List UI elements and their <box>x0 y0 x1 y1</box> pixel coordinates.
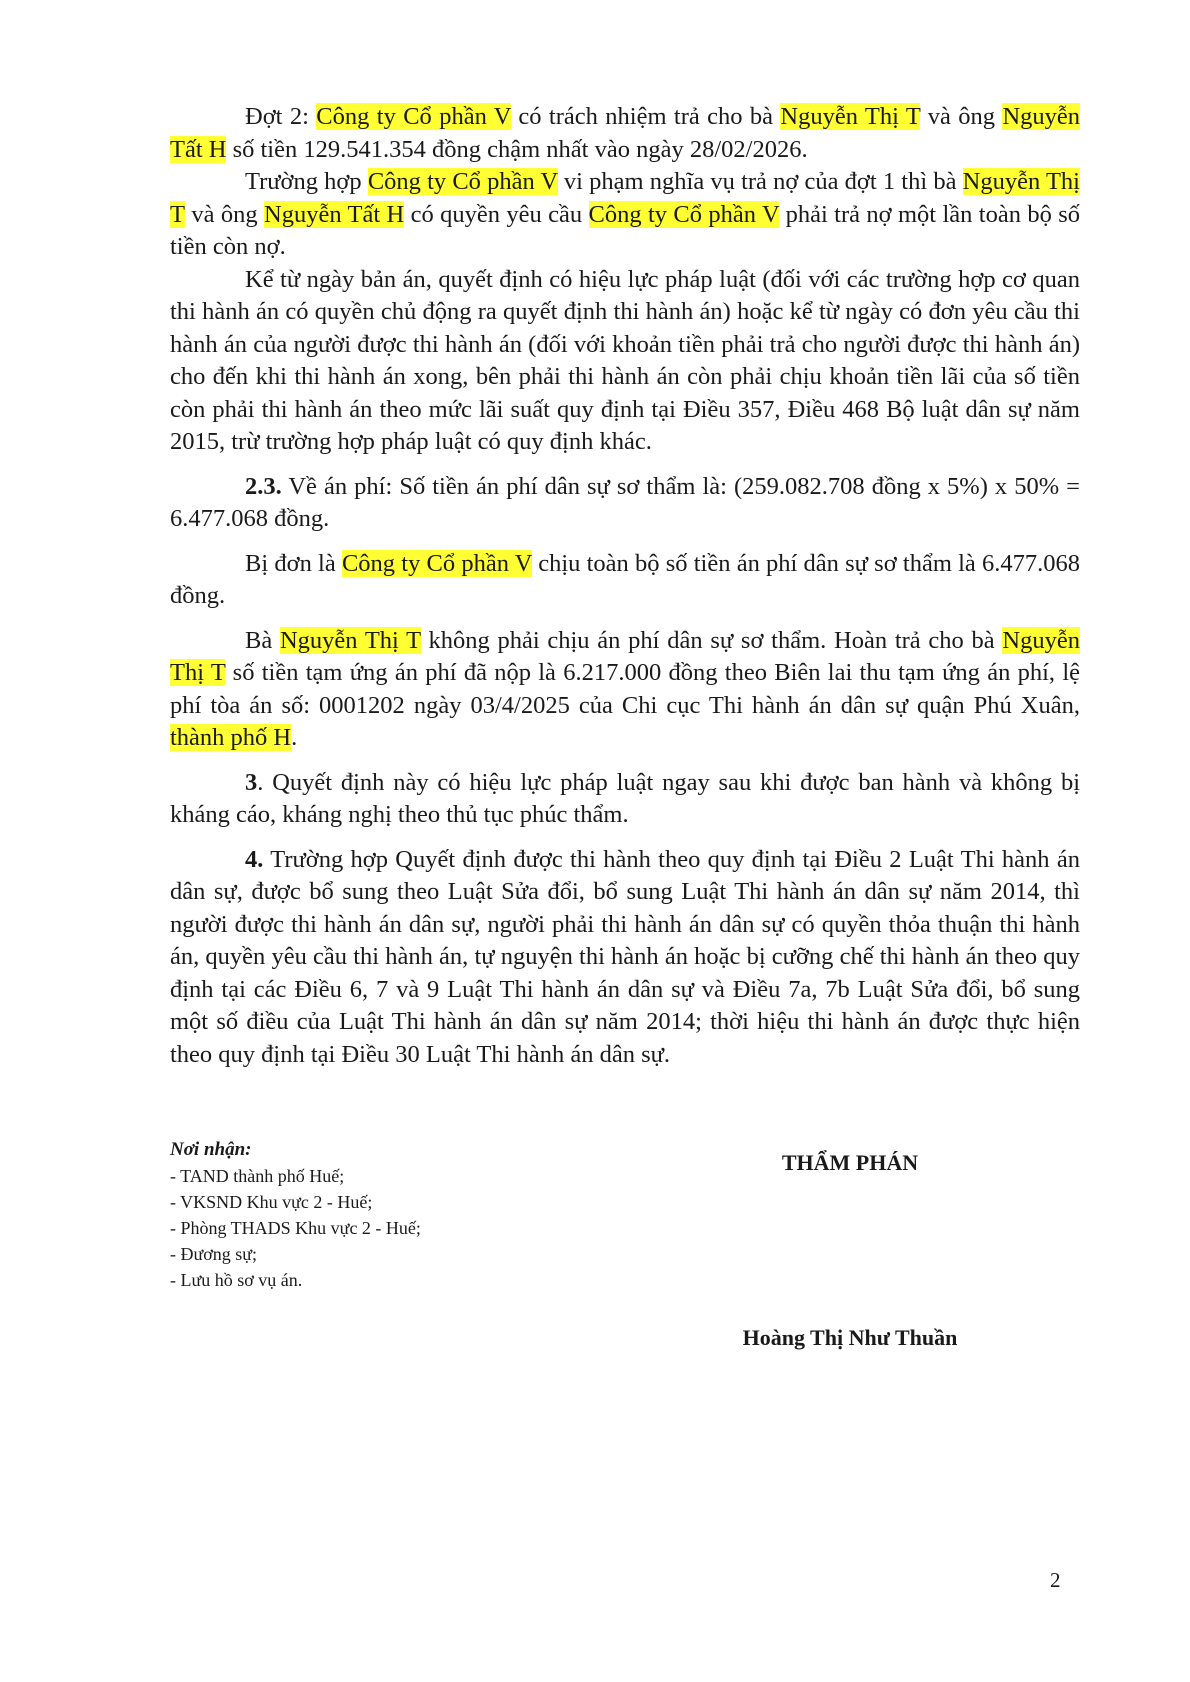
paragraph-text: Kể từ ngày bản án, quyết định có hiệu lực pháp luật (đối với các trường hợp cơ quan thi hành án có quyền chủ động ra quyết định thi hành án) hoặc kể từ ngày có đơn yêu cầu thi hành án của người được thi hành án (đối với khoản tiền phải trả cho người được thi hành án) cho đến khi thi hành án xong, bên phải thi hành án còn phải chịu khoản tiền lãi của số tiền còn phải thi hành án theo mức lãi suất quy định tại Điều 357, Điều 468 Bộ luật dân sự năm 2015, trừ trường hợp pháp luật có quy định khác. <box>170 265 1080 455</box>
highlighted-text: Nguyễn Thị T <box>279 626 421 654</box>
paragraph-text: Về án phí: Số tiền án phí dân sự sơ thẩm là: (259.082.708 đồng x 5%) x 50% = 6.477.068 đồng. <box>170 472 1080 532</box>
recipient-item: - Đương sự; <box>170 1244 258 1264</box>
highlighted-text: Nguyễn Thị T <box>170 626 1080 686</box>
section-number: 4. <box>245 845 264 873</box>
paragraph-text: . Quyết định này có hiệu lực pháp luật ngay sau khi được ban hành và không bị kháng cáo, kháng nghị theo thủ tục phúc thẩm. <box>170 768 1080 828</box>
highlighted-text: Công ty Cổ phần V <box>316 103 512 130</box>
paragraph-text: số tiền 129.541.354 đồng chậm nhất vào ngày 28/02/2026. <box>226 135 808 163</box>
paragraph-text: số tiền tạm ứng án phí đã nộp là 6.217.000 đồng theo Biên lai thu tạm ứng án phí, lệ phí tòa án số: 0001202 ngày 03/4/2025 của Chi cục Thi hành án dân sự quận Phú Xuân, <box>170 659 1080 719</box>
paragraph <box>170 548 1080 613</box>
highlighted-text: Nguyễn Tất H <box>170 103 1081 163</box>
paragraph-text: . <box>291 724 298 751</box>
paragraph-text: Bị đơn là <box>245 549 342 577</box>
paragraph-text: Trường hợp Quyết định được thi hành theo quy định tại Điều 2 Luật Thi hành án dân sự, được bổ sung theo Luật Sửa đổi, bổ sung Luật Thi hành án dân sự năm 2014, thì người được thi hành án dân sự, người phải thi hành án dân sự có quyền thỏa thuận thi hành án, quyền yêu cầu thi hành án, tự nguyện thi hành án hoặc bị cưỡng chế thi hành án theo quy định tại các Điều 6, 7 và 9 Luật Thi hành án dân sự và Điều 7a, 7b Luật Sửa đổi, bổ sung một số điều của Luật Thi hành án dân sự năm 2014; thời hiệu thi hành án được thực hiện theo quy định tại Điều 30 Luật Thi hành án dân sự. <box>170 845 1080 1068</box>
paragraph-text: có quyền yêu cầu <box>404 200 589 228</box>
paragraph <box>170 625 1080 755</box>
highlighted-text: Nguyễn Thị T <box>780 103 921 130</box>
paragraph <box>170 471 1080 536</box>
paragraph-text: và ông <box>184 200 264 228</box>
paragraph-text: Trường hợp <box>245 168 368 195</box>
judge-title: THẨM PHÁN <box>781 1150 919 1175</box>
highlighted-text: Nguyễn Tất H <box>264 200 405 228</box>
page-number: 2 <box>1050 1568 1061 1592</box>
recipient-item: - Lưu hồ sơ vụ án. <box>170 1270 303 1290</box>
paragraph <box>170 844 1080 1072</box>
recipient-item: - Phòng THADS Khu vực 2 - Huế; <box>170 1218 421 1238</box>
paragraph <box>170 101 1080 166</box>
highlighted-text: Công ty Cổ phần V <box>367 168 558 195</box>
paragraph-text: phải trả nợ một lần toàn bộ số tiền còn nợ. <box>170 200 1081 260</box>
recipient-item: - VKSND Khu vực 2 - Huế; <box>170 1192 373 1212</box>
recipient-item: - TAND thành phố Huế; <box>170 1166 345 1186</box>
highlighted-text: thành phố H <box>170 724 292 751</box>
paragraph-text: không phải chịu án phí dân sự sơ thẩm. Hoàn trả cho bà <box>420 626 1003 654</box>
paragraph-text: chịu toàn bộ số tiền án phí dân sự sơ thẩm là 6.477.068 đồng. <box>170 549 1080 609</box>
recipients-title: Nơi nhận: <box>170 1139 252 1160</box>
recipients-list <box>170 1163 421 1293</box>
highlighted-text: Công ty Cổ phần V <box>588 200 780 228</box>
paragraph-text: Đợt 2: <box>245 103 317 130</box>
highlighted-text: Nguyễn Thị T <box>170 168 1080 228</box>
paragraph-text: Bà <box>245 626 280 654</box>
paragraph-text: vi phạm nghĩa vụ trả nợ của đợt 1 thì bà <box>557 168 963 195</box>
paragraph <box>170 166 1080 264</box>
recipients-block <box>170 1137 421 1293</box>
paragraph-text: và ông <box>920 103 1003 130</box>
section-number: 2.3. <box>245 472 282 500</box>
paragraph <box>170 264 1080 459</box>
paragraph <box>170 767 1080 832</box>
judge-name: Hoàng Thị Như Thuần <box>742 1325 958 1350</box>
section-number: 3 <box>245 768 258 796</box>
highlighted-text: Công ty Cổ phần V <box>341 549 532 577</box>
paragraph-text: có trách nhiệm trả cho bà <box>511 103 781 130</box>
decision-body <box>170 101 1080 1071</box>
